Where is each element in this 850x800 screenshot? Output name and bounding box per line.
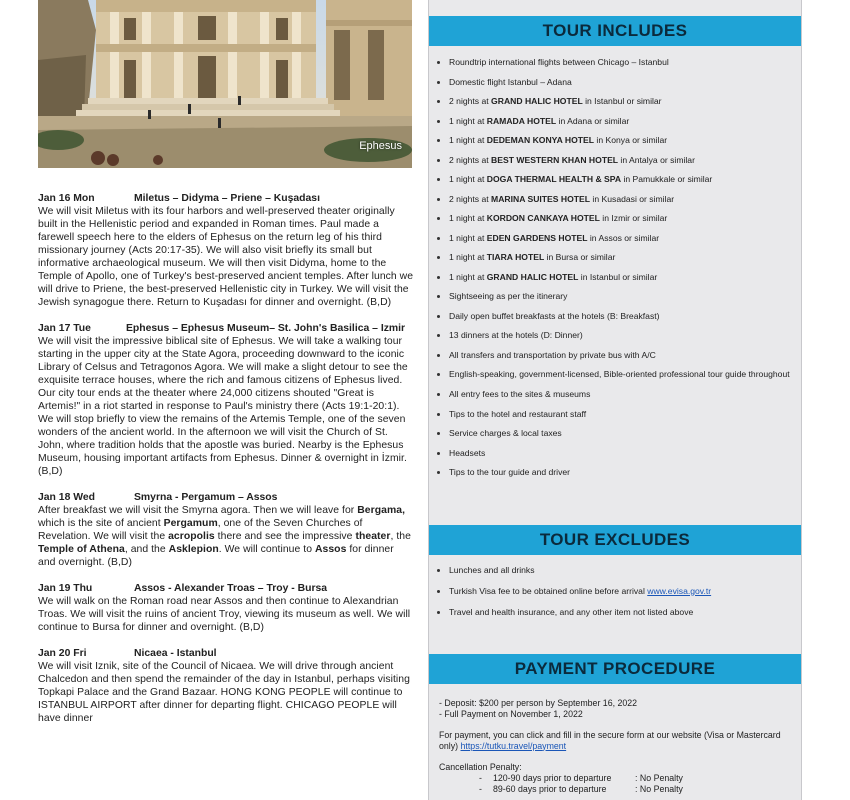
text-segment: All transfers and transportation by private bus with A/C bbox=[449, 349, 656, 360]
text-segment: 1 night at bbox=[449, 174, 487, 184]
text-segment: Domestic flight Istanbul – Adana bbox=[449, 76, 572, 87]
day-route: Ephesus – Ephesus Museum– St. John's Basilica – Izmir bbox=[126, 323, 406, 334]
bold-text: GRAND HALIC HOTEL bbox=[491, 96, 583, 106]
bold-text: Bergama, bbox=[357, 505, 406, 516]
text-segment: 2 nights at bbox=[449, 193, 492, 204]
include-item bbox=[449, 155, 801, 166]
online-payment-text bbox=[439, 730, 801, 752]
exclude-item bbox=[449, 565, 801, 576]
include-item bbox=[449, 389, 801, 400]
include-item bbox=[449, 233, 801, 244]
text-segment: in Pamukkale or similar bbox=[621, 174, 713, 184]
day-description: We will visit Miletus with its four harbors and well-preserved theater originally built in the Hellenistic period and expanded in Roman times. Paul made a farewell speech here to the elders of Ephesus on the return leg of his third missionary journey (Acts 20:17-35). We will also visit briefly its small but informative archaeological museum. We will then visit Didyma, home to the Temple of Apollo, one of Turkey's best-preserved ancient temples. After lunch we will drive to Priene, the best-preserved Hellenistic city in Turkey. We will visit the Jewish synagogue there. Return to Kuşadası for dinner and overnight. (B,D) bbox=[38, 206, 414, 308]
include-item bbox=[449, 272, 801, 283]
text-segment: Travel and health insurance, and any other item not listed above bbox=[449, 606, 694, 617]
bold-text: EDEN GARDENS HOTEL bbox=[486, 232, 588, 243]
include-item bbox=[449, 116, 801, 127]
text-segment: Sightseeing as per the itinerary bbox=[449, 291, 568, 301]
include-item bbox=[449, 174, 801, 185]
payment-link[interactable]: https://tutku.travel/payment bbox=[460, 740, 567, 751]
include-item bbox=[449, 96, 801, 107]
day-description bbox=[38, 504, 414, 569]
text-segment: , the bbox=[390, 531, 411, 542]
full-payment-line: - Full Payment on November 1, 2022 bbox=[439, 708, 583, 719]
include-item bbox=[449, 252, 801, 263]
payment-details bbox=[429, 698, 801, 795]
tour-includes-heading: TOUR INCLUDES bbox=[429, 16, 801, 46]
panel-top bbox=[429, 0, 801, 16]
deposit-line: - Deposit: $200 per person by September 16, 2022 bbox=[439, 697, 638, 708]
cancellation-row: - 120-90 days prior to departure : No Penalty bbox=[479, 772, 683, 783]
text-segment: 13 dinners at the hotels (D: Dinner) bbox=[449, 330, 583, 340]
include-item bbox=[449, 428, 801, 439]
day-route: Nicaea - Istanbul bbox=[134, 648, 217, 659]
text-segment: there and see the impressive bbox=[214, 531, 356, 542]
text-segment: in Assos or similar bbox=[587, 232, 660, 243]
text-segment: in Kusadasi or similar bbox=[590, 193, 675, 204]
bold-text: DEDEMAN KONYA HOTEL bbox=[486, 135, 595, 145]
day-route: Assos - Alexander Troas – Troy - Bursa bbox=[134, 583, 328, 594]
itinerary-day bbox=[38, 322, 414, 478]
day-date: Jan 19 Thu bbox=[38, 583, 93, 594]
photo-caption: Ephesus bbox=[359, 140, 402, 152]
text-segment: Daily open buffet breakfasts at the hotels (B: Breakfast) bbox=[449, 310, 660, 321]
itinerary-day bbox=[38, 491, 414, 569]
include-item bbox=[449, 57, 801, 68]
text-segment: 1 night at bbox=[449, 115, 487, 126]
payment-procedure-heading: PAYMENT PROCEDURE bbox=[429, 654, 801, 684]
itinerary-day bbox=[38, 582, 414, 634]
include-item bbox=[449, 330, 801, 341]
bold-text: TIARA HOTEL bbox=[486, 252, 545, 262]
bold-text: Pergamum bbox=[163, 518, 218, 529]
text-segment: in Antalya or similar bbox=[618, 154, 695, 165]
text-segment: English-speaking, government-licensed, Bible-oriented professional tour guide throughout bbox=[449, 369, 790, 379]
text-segment: 1 night at bbox=[449, 232, 487, 243]
text-segment: Roundtrip international flights between Chicago – Istanbul bbox=[449, 57, 669, 67]
bold-text: KORDON CANKAYA HOTEL bbox=[486, 213, 600, 223]
day-date: Jan 20 Fri bbox=[38, 648, 87, 659]
text-segment: in Istanbul or similar bbox=[578, 271, 658, 282]
text-segment: which is the site of ancient bbox=[38, 518, 164, 529]
library-of-celsus-image bbox=[38, 0, 412, 168]
text-segment: Tips to the tour guide and driver bbox=[449, 467, 571, 477]
day-route: Smyrna - Pergamum – Assos bbox=[134, 492, 278, 503]
tour-excludes-list bbox=[429, 565, 801, 618]
text-segment: for dinner and overnight. (B,D) bbox=[38, 544, 394, 568]
include-item bbox=[449, 213, 801, 224]
include-item bbox=[449, 135, 801, 146]
include-item bbox=[449, 448, 801, 459]
cancellation-title: Cancellation Penalty: bbox=[439, 761, 522, 772]
include-item bbox=[449, 369, 801, 380]
bold-text: Temple of Athena bbox=[38, 544, 125, 555]
bold-text: GRAND HALIC HOTEL bbox=[486, 271, 579, 282]
itinerary-column bbox=[38, 0, 414, 800]
bold-text: Assos bbox=[314, 544, 347, 555]
include-item bbox=[449, 467, 801, 478]
text-segment: . We will continue to bbox=[218, 544, 315, 555]
text-segment: 1 night at bbox=[449, 135, 487, 145]
text-segment: 2 nights at bbox=[449, 96, 492, 106]
day-route: Miletus – Didyma – Priene – Kuşadası bbox=[134, 193, 320, 204]
text-segment: Headsets bbox=[449, 447, 486, 458]
bold-text: DOGA THERMAL HEALTH & SPA bbox=[486, 174, 622, 184]
text-segment: Tips to the hotel and restaurant staff bbox=[449, 408, 587, 419]
text-segment: , and the bbox=[124, 544, 169, 555]
tour-info-panel bbox=[428, 0, 802, 800]
text-segment: Turkish Visa fee to be obtained online before arrival bbox=[449, 585, 648, 596]
text-segment: After breakfast we will visit the Smyrna agora. Then we will leave for bbox=[38, 505, 358, 516]
day-date: Jan 16 Mon bbox=[38, 193, 95, 204]
text-segment: 1 night at bbox=[449, 271, 487, 282]
text-segment: Service charges & local taxes bbox=[449, 428, 562, 438]
text-segment: , one of the Seven Churches of Revelation. We will visit the bbox=[38, 518, 363, 542]
evisa-link[interactable]: www.evisa.gov.tr bbox=[647, 585, 712, 596]
day-description: We will visit the impressive biblical site of Ephesus. We will take a walking tour starting in the upper city at the State Agora, proceeding downward to the iconic Library of Celsus and Tetragonos Agora. We will make a slight detour to see the exquisite terrace houses, where the rich and famous citizens of Ephesus lived. Our city tour ends at the theater where 24,000 citizens shouted "Great is Artemis!" in a riot started in response to Paul's ministry there (Acts 19:1-20:1). We will stop briefly to view the remains of the Artemis Temple, one of the seven wonders of the ancient world. In the afternoon we will visit the Church of St. John, where tradition holds that the apostle was buried. Nearby is the Ephesus Museum, housing important artifacts from Ephesus. Dinner & overnight in İzmir. (B,D) bbox=[38, 336, 408, 477]
include-item bbox=[449, 291, 801, 302]
text-segment: in Izmir or similar bbox=[599, 213, 668, 223]
include-item bbox=[449, 311, 801, 322]
bold-text: acropolis bbox=[168, 531, 215, 542]
bold-text: BEST WESTERN KHAN HOTEL bbox=[491, 154, 619, 165]
text-segment: All entry fees to the sites & museums bbox=[449, 389, 591, 399]
day-description: We will visit Iznik, site of the Council of Nicaea. We will drive through ancient Chalcedon and then spend the remainder of the day in Istanbul, perhaps visiting Topkapi Palace and the Grand Bazaar. HONG KONG PEOPLE will continue to ISTANBUL AIRPORT after dinner for departing flight. CHICAGO PEOPLE will have dinner bbox=[38, 661, 410, 724]
text-segment: Lunches and all drinks bbox=[449, 564, 535, 575]
day-date: Jan 17 Tue bbox=[38, 323, 91, 334]
online-payment-description: For payment, you can click and fill in the secure form at our website (Visa or Mastercard only) bbox=[439, 729, 781, 751]
bold-text: RAMADA HOTEL bbox=[486, 115, 557, 126]
text-segment: in Istanbul or similar bbox=[582, 96, 662, 106]
exclude-item bbox=[449, 607, 801, 618]
bold-text: MARINA SUITES HOTEL bbox=[491, 193, 591, 204]
bold-text: Asklepion bbox=[168, 544, 219, 555]
ephesus-photo bbox=[38, 0, 412, 168]
tour-excludes-heading: TOUR EXCLUDES bbox=[429, 525, 801, 555]
day-date: Jan 18 Wed bbox=[38, 492, 95, 503]
tour-includes-list bbox=[429, 57, 801, 478]
text-segment: 2 nights at bbox=[449, 154, 492, 165]
day-description: We will walk on the Roman road near Assos and then continue to Alexandrian Troas. We will visit the ruins of ancient Troy, viewing its museum as well. We will continue to Bursa for dinner and overnight. (B,D) bbox=[38, 596, 411, 633]
include-item bbox=[449, 409, 801, 420]
text-segment: in Konya or similar bbox=[594, 135, 668, 145]
bold-text: theater bbox=[355, 531, 391, 542]
itinerary-day bbox=[38, 647, 414, 725]
cancellation-row: - 89-60 days prior to departure : No Penalty bbox=[479, 783, 683, 794]
text-segment: in Adana or similar bbox=[556, 115, 630, 126]
itinerary-day bbox=[38, 192, 414, 309]
exclude-item bbox=[449, 586, 801, 597]
include-item bbox=[449, 77, 801, 88]
text-segment: 1 night at bbox=[449, 252, 487, 262]
text-segment: in Bursa or similar bbox=[544, 252, 616, 262]
text-segment: 1 night at bbox=[449, 213, 487, 223]
include-item bbox=[449, 194, 801, 205]
include-item bbox=[449, 350, 801, 361]
